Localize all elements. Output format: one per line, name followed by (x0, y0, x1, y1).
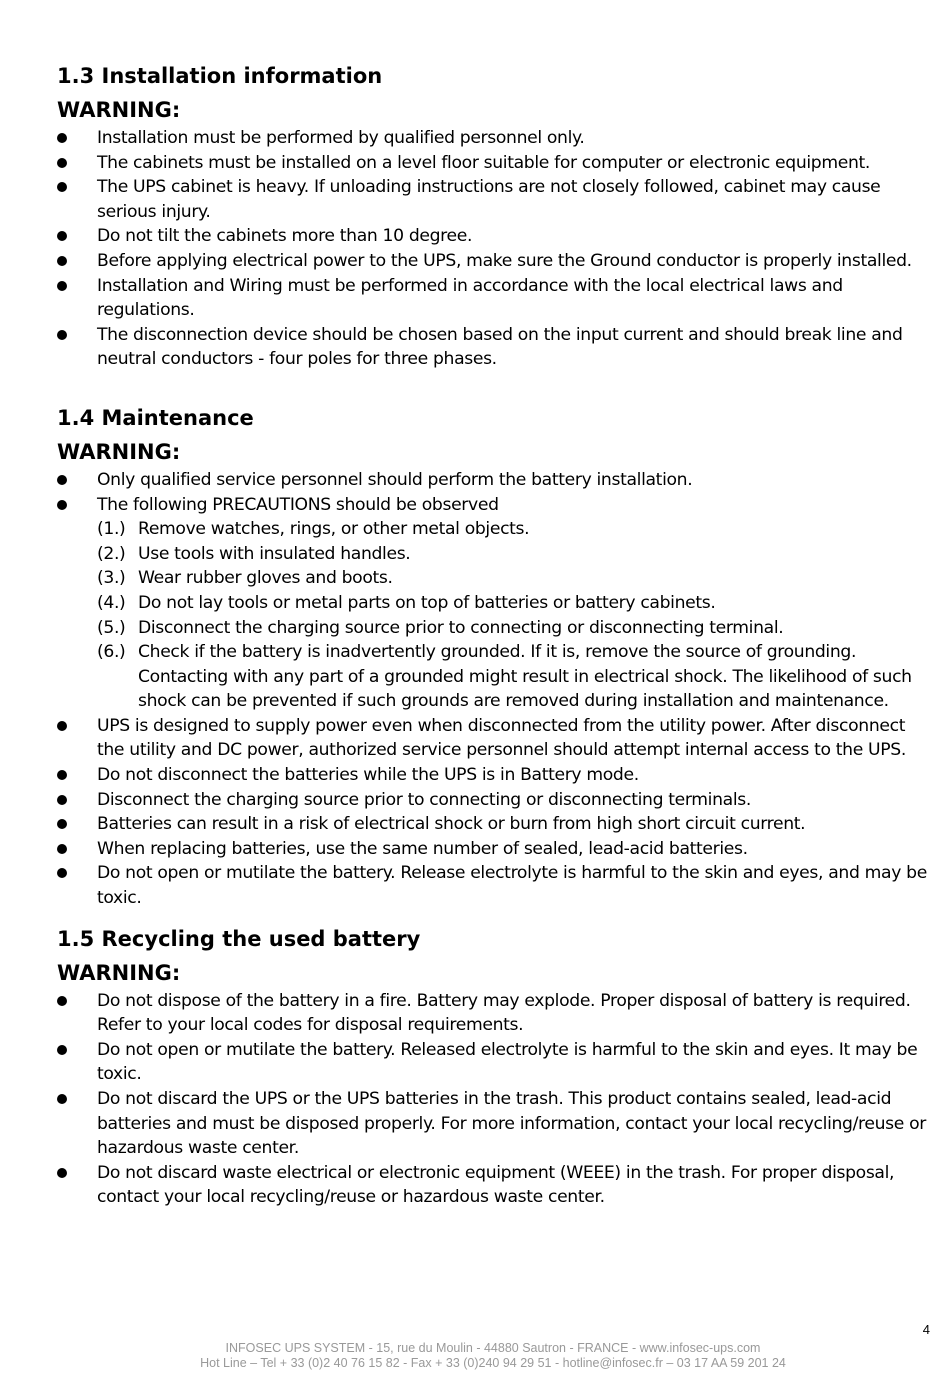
bullet-item-text: The following PRECAUTIONS should be observed (97, 494, 499, 515)
warning-label: WARNING: (57, 960, 181, 985)
precaution-item (97, 591, 937, 616)
section-maintenance (57, 402, 937, 911)
precaution-number: (2.) (97, 543, 126, 564)
warning-label: WARNING: (57, 439, 181, 464)
section-title: 1.3 Installation information (57, 64, 383, 88)
precaution-number: (3.) (97, 568, 126, 589)
bullet-list (57, 989, 937, 1210)
bullet-list (57, 468, 937, 911)
bullet-item: Do not open or mutilate the battery. Released electrolyte is harmful to the skin and eyes. It may be toxic. (57, 1038, 937, 1087)
precaution-item (97, 640, 937, 714)
precaution-text: Check if the battery is inadvertently grounded. If it is, remove the source of grounding. Contacting with any part of a grounded might result in electrical shock. The likelihood of such shock can be prevented if such grounds are removed during installation and maintenance. (138, 642, 912, 712)
bullet-item: Do not disconnect the batteries while the UPS is in Battery mode. (57, 763, 937, 788)
bullet-item: Do not tilt the cabinets more than 10 degree. (57, 224, 937, 249)
bullet-item: The disconnection device should be chosen based on the input current and should break line and neutral conductors - four poles for three phases. (57, 323, 937, 372)
bullet-item: Do not dispose of the battery in a fire. Battery may explode. Proper disposal of battery is required. Refer to your local codes for disposal requirements. (57, 989, 937, 1038)
precaution-text: Do not lay tools or metal parts on top of batteries or battery cabinets. (138, 592, 716, 613)
precaution-text: Wear rubber gloves and boots. (138, 568, 393, 589)
precaution-text: Use tools with insulated handles. (138, 543, 411, 564)
bullet-item: Installation and Wiring must be performed in accordance with the local electrical laws and regulations. (57, 274, 937, 323)
section-recycling (57, 923, 937, 1210)
precautions-list (97, 517, 937, 714)
bullet-list (57, 126, 937, 372)
bullet-item: The cabinets must be installed on a level floor suitable for computer or electronic equipment. (57, 151, 937, 176)
warning-label: WARNING: (57, 98, 181, 122)
footer-contact: Hot Line – Tel + 33 (0)2 40 76 15 82 - Fax + 33 (0)240 94 29 51 - hotline@infosec.fr – 03 17 AA 59 201 24 (200, 1356, 786, 1370)
bullet-item (57, 493, 937, 714)
precaution-text: Remove watches, rings, or other metal objects. (138, 519, 530, 540)
bullet-item: Do not discard waste electrical or electronic equipment (WEEE) in the trash. For proper disposal, contact your local recycling/reuse or hazardous waste center. (57, 1161, 937, 1210)
document-body (57, 60, 937, 1210)
precaution-number: (5.) (97, 617, 126, 638)
bullet-item: Do not discard the UPS or the UPS batteries in the trash. This product contains sealed, lead-acid batteries and must be disposed properly. For more information, contact your local recycling/reuse or hazardous waste center. (57, 1087, 937, 1161)
section-title: 1.4 Maintenance (57, 405, 254, 430)
precaution-item (97, 566, 937, 591)
bullet-item: When replacing batteries, use the same number of sealed, lead-acid batteries. (57, 837, 937, 862)
precaution-text: Disconnect the charging source prior to connecting or disconnecting terminal. (138, 617, 784, 638)
precaution-item (97, 616, 937, 641)
bullet-item: Before applying electrical power to the UPS, make sure the Ground conductor is properly installed. (57, 249, 937, 274)
page-number: 4 (922, 1322, 930, 1337)
bullet-item: Disconnect the charging source prior to connecting or disconnecting terminals. (57, 788, 937, 813)
bullet-item: Do not open or mutilate the battery. Release electrolyte is harmful to the skin and eyes, and may be toxic. (57, 861, 937, 910)
precaution-item (97, 517, 937, 542)
bullet-item: Only qualified service personnel should perform the battery installation. (57, 468, 937, 493)
precaution-number: (6.) (97, 642, 126, 663)
page-footer (0, 1341, 950, 1371)
bullet-item: UPS is designed to supply power even when disconnected from the utility power. After disconnect the utility and DC power, authorized service personnel should attempt internal access to the UPS. (57, 714, 937, 763)
bullet-item: Installation must be performed by qualified personnel only. (57, 126, 937, 151)
precaution-number: (1.) (97, 519, 126, 540)
section-installation (57, 60, 937, 372)
bullet-item: Batteries can result in a risk of electrical shock or burn from high short circuit current. (57, 812, 937, 837)
footer-address: INFOSEC UPS SYSTEM - 15, rue du Moulin - 44880 Sautron - FRANCE - www.infosec-ups.com (225, 1341, 761, 1355)
section-title: 1.5 Recycling the used battery (57, 926, 421, 951)
precaution-number: (4.) (97, 592, 126, 613)
bullet-item: The UPS cabinet is heavy. If unloading instructions are not closely followed, cabinet may cause serious injury. (57, 175, 937, 224)
precaution-item (97, 542, 937, 567)
